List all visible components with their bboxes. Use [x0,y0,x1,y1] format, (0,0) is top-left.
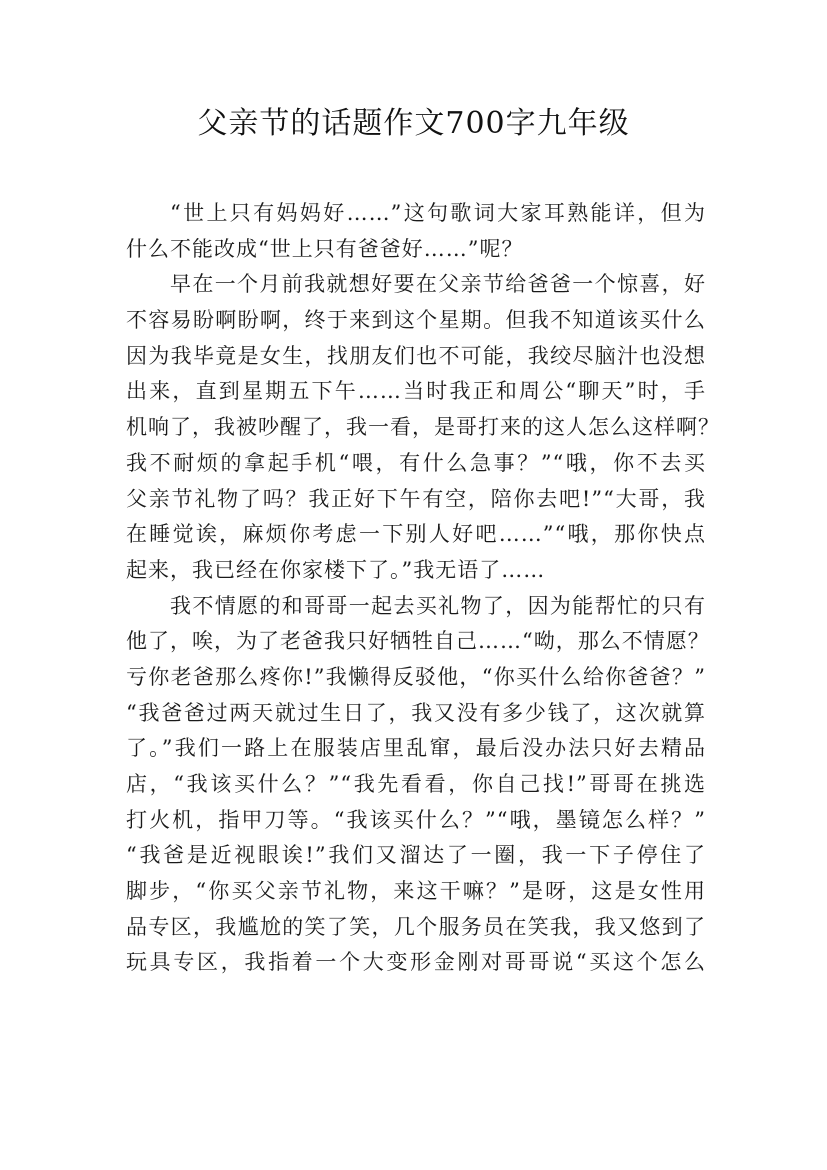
text-line: 店，“我该买什么？”“我先看看，你自己找!”哥哥在挑选 [126,772,706,796]
text-line: 起来，我已经在你家楼下了。”我无语了…… [126,557,546,582]
text-line: 在睡觉诶，麻烦你考虑一下别人好吧……”“哦，那你快点 [126,522,706,547]
text-line: 品专区，我尴尬的笑了笑，几个服务员在笑我，我又悠到了 [126,914,706,939]
text-line: 他了，唉，为了老爸我只好牺牲自己……“呦，那么不情愿？ [126,629,710,654]
text-line: 我不情愿的和哥哥一起去买礼物了，因为能帮忙的只有 [170,593,706,618]
text-line: 机响了，我被吵醒了，我一看，是哥打来的这人怎么这样啊？ [126,415,720,440]
text-line: 了。”我们一路上在服装店里乱窜，最后没办法只好去精品 [126,736,706,761]
text-line: 玩具专区，我指着一个大变形金刚对哥哥说“买这个怎么 [126,950,706,975]
text-line: 出来，直到星期五下午……当时我正和周公“聊天”时，手 [126,379,706,404]
text-line: 亏你老爸那么疼你!”我懒得反驳他，“你买什么给你爸爸？” [126,664,706,689]
text-line: 因为我毕竟是女生，找朋友们也不可能，我绞尽脑汁也没想 [126,343,706,368]
text-line: 我不耐烦的拿起手机“喂，有什么急事？”“哦，你不去买 [126,450,706,475]
text-line: 脚步，“你买父亲节礼物，来这干嘛？”是呀，这是女性用 [126,879,706,904]
text-line: “世上只有妈妈好……”这句歌词大家耳熟能详，但为 [170,201,706,225]
essay-body [126,196,720,981]
text-line: 打火机，指甲刀等。“我该买什么？”“哦，墨镜怎么样？” [126,807,706,832]
text-line: 父亲节礼物了吗？我正好下午有空，陪你去吧!”“大哥，我 [126,486,706,511]
text-line: “我爸爸过两天就过生日了，我又没有多少钱了，这次就算 [126,700,706,725]
text-line: 什么不能改成“世上只有爸爸好……”呢？ [126,236,524,261]
text-line: 不容易盼啊盼啊，终于来到这个星期。但我不知道该买什么 [126,308,706,333]
document-title: 父亲节的话题作文700字九年级 [197,106,630,141]
text-line: 早在一个月前我就想好要在父亲节给爸爸一个惊喜，好 [170,272,706,297]
text-line: “我爸是近视眼诶!”我们又溜达了一圈，我一下子停住了 [126,843,706,868]
